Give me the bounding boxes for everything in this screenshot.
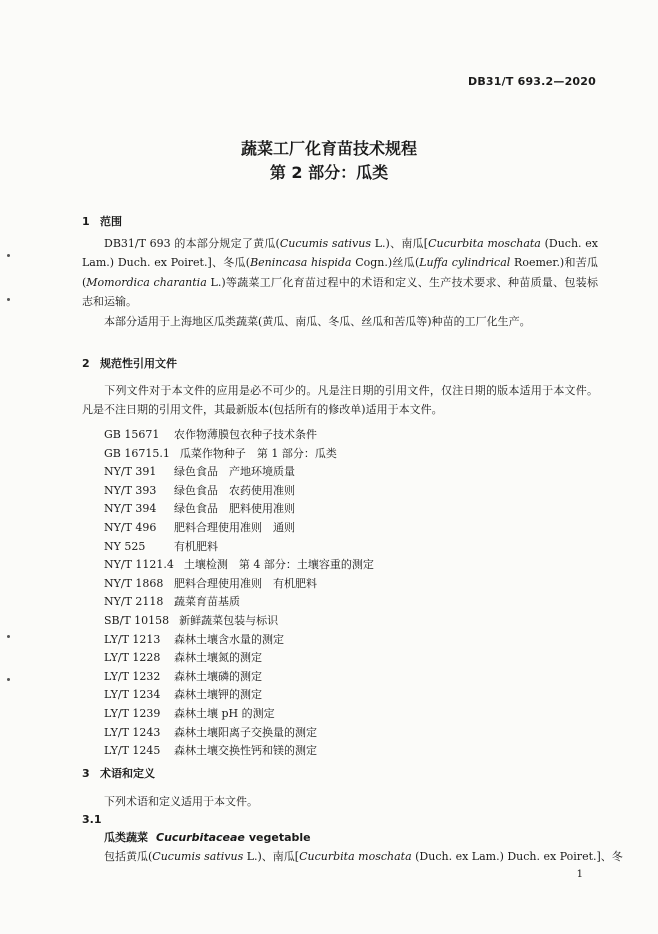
reference-title: 农作物薄膜包衣种子技术条件 bbox=[174, 428, 317, 441]
reference-code: GB 16715.1 bbox=[104, 446, 170, 460]
reference-title: 肥料合理使用准则 通则 bbox=[174, 520, 295, 534]
reference-title: 森林土壤阳离子交换量的测定 bbox=[174, 725, 317, 739]
section-number: 3 bbox=[82, 767, 90, 780]
reference-code: NY/T 393 bbox=[104, 483, 157, 497]
reference-item bbox=[104, 445, 374, 464]
reference-item bbox=[104, 612, 374, 631]
section-number: 2 bbox=[82, 357, 90, 370]
reference-item bbox=[104, 705, 374, 724]
reference-code: LY/T 1243 bbox=[104, 725, 161, 739]
section-heading-terms bbox=[82, 765, 155, 781]
reference-title: 森林土壤含水量的测定 bbox=[174, 632, 284, 646]
reference-title: 绿色食品 农药使用准则 bbox=[174, 483, 295, 497]
scope-text: 本部分适用于上海地区瓜类蔬菜(黄瓜、南瓜、冬瓜、丝瓜和苦瓜等)种苗的工厂化生产。 bbox=[104, 315, 531, 328]
reference-code: LY/T 1228 bbox=[104, 651, 161, 665]
reference-item bbox=[104, 519, 374, 538]
reference-item bbox=[104, 649, 374, 668]
reference-title: 新鲜蔬菜包装与标识 bbox=[179, 613, 279, 627]
reference-title: 绿色食品 肥料使用准则 bbox=[174, 502, 295, 516]
reference-code: LY/T 1239 bbox=[104, 706, 161, 720]
latin-name: Cucurbita moschata bbox=[428, 237, 541, 250]
section-heading-normative bbox=[82, 355, 177, 371]
reference-code: NY/T 2118 bbox=[104, 595, 164, 609]
scan-speck bbox=[7, 678, 10, 681]
term-definition bbox=[104, 848, 623, 864]
reference-item bbox=[104, 575, 374, 594]
reference-title: 土壤检测 第 4 部分：土壤容重的测定 bbox=[183, 558, 374, 572]
scan-speck bbox=[7, 298, 10, 301]
reference-title: 森林土壤磷的测定 bbox=[174, 669, 262, 683]
definition-text: L.)、南瓜[ bbox=[243, 850, 300, 863]
section-number: 1 bbox=[82, 215, 90, 228]
section-title: 规范性引用文件 bbox=[100, 357, 177, 370]
definition-text: (Duch. ex Lam.) Duch. ex Poiret.]、冬 bbox=[411, 850, 623, 863]
definition-text: 包括黄瓜( bbox=[104, 850, 153, 863]
scan-speck bbox=[7, 635, 10, 638]
reference-list bbox=[104, 426, 374, 761]
reference-title: 有机肥料 bbox=[174, 539, 218, 553]
document-subtitle: 第 2 部分：瓜类 bbox=[269, 163, 389, 182]
term-chinese: 瓜类蔬菜 bbox=[104, 831, 148, 844]
reference-item bbox=[104, 742, 374, 761]
normative-intro-text: 下列文件对于本文件的应用是必不可少的。凡是注日期的引用文件，仅注日期的版本适用于本文件。凡是不注日期的引用文件，其最新版本(包括所有的修改单)适用于本文件。 bbox=[82, 384, 598, 417]
reference-title: 森林土壤氮的测定 bbox=[174, 651, 262, 665]
reference-item bbox=[104, 686, 374, 705]
reference-item bbox=[104, 668, 374, 687]
reference-code: NY/T 496 bbox=[104, 520, 157, 534]
reference-title: 森林土壤钾的测定 bbox=[174, 688, 262, 702]
reference-title: 蔬菜育苗基质 bbox=[174, 595, 240, 609]
scope-text: DB31/T 693 的本部分规定了黄瓜( bbox=[104, 237, 280, 250]
scope-text: (Duch. ex Lam.) Duch. ex Poiret.]、冬瓜( bbox=[82, 237, 598, 270]
reference-title: 森林土壤交换性钙和镁的测定 bbox=[174, 744, 317, 758]
scope-text: Cogn.)丝瓜( bbox=[351, 256, 420, 270]
term-english: Cucurbitaceae bbox=[156, 831, 245, 844]
reference-item bbox=[104, 463, 374, 482]
reference-item bbox=[104, 482, 374, 501]
reference-item bbox=[104, 538, 374, 557]
section-heading-scope bbox=[82, 213, 122, 229]
term-heading bbox=[104, 829, 311, 845]
section-title: 范围 bbox=[100, 215, 122, 228]
reference-item bbox=[104, 724, 374, 743]
page-number: 1 bbox=[576, 869, 583, 880]
scope-paragraph-2 bbox=[82, 312, 598, 331]
standard-code: DB31/T 693.2—2020 bbox=[468, 75, 596, 88]
reference-code: NY 525 bbox=[104, 539, 146, 553]
normative-intro bbox=[82, 381, 598, 420]
reference-code: NY/T 1868 bbox=[104, 576, 164, 590]
reference-code: GB 15671 bbox=[104, 428, 160, 441]
reference-title: 肥料合理使用准则 有机肥料 bbox=[174, 576, 317, 590]
reference-title: 森林土壤 pH 的测定 bbox=[174, 706, 275, 720]
reference-code: NY/T 394 bbox=[104, 502, 157, 516]
section-title: 术语和定义 bbox=[100, 767, 155, 780]
latin-name: Luffa cylindrical bbox=[419, 256, 511, 270]
term-english-suffix: vegetable bbox=[248, 831, 311, 844]
reference-item bbox=[104, 426, 374, 445]
scope-text: Roemer.)和苦瓜( bbox=[82, 256, 598, 289]
reference-item bbox=[104, 631, 374, 650]
reference-code: LY/T 1234 bbox=[104, 688, 161, 702]
latin-name: Benincasa hispida bbox=[250, 256, 352, 270]
reference-code: SB/T 10158 bbox=[104, 613, 170, 627]
latin-name: Momordica charantia bbox=[86, 275, 207, 289]
reference-title: 瓜菜作物种子 第 1 部分：瓜类 bbox=[179, 446, 337, 460]
reference-code: NY/T 1121.4 bbox=[104, 558, 174, 572]
latin-name: Cucumis sativus bbox=[279, 237, 372, 250]
scope-paragraph-1 bbox=[82, 234, 598, 312]
terms-intro-text: 下列术语和定义适用于本文件。 bbox=[104, 795, 258, 808]
reference-item bbox=[104, 500, 374, 519]
terms-intro bbox=[82, 792, 598, 811]
scan-speck bbox=[7, 254, 10, 257]
reference-title: 绿色食品 产地环境质量 bbox=[174, 465, 295, 479]
scope-text: L.)等蔬菜工厂化育苗过程中的术语和定义、生产技术要求、种苗质量、包装标志和运输。 bbox=[82, 275, 598, 309]
reference-code: NY/T 391 bbox=[104, 465, 157, 479]
reference-item bbox=[104, 556, 374, 575]
latin-name: Cucurbita moschata bbox=[299, 850, 412, 863]
reference-code: LY/T 1213 bbox=[104, 632, 161, 646]
reference-code: LY/T 1245 bbox=[104, 744, 161, 758]
reference-item bbox=[104, 593, 374, 612]
latin-name: Cucumis sativus bbox=[152, 850, 244, 863]
term-number: 3.1 bbox=[82, 813, 102, 826]
document-title: 蔬菜工厂化育苗技术规程 bbox=[240, 139, 417, 158]
reference-code: LY/T 1232 bbox=[104, 669, 161, 683]
scope-text: L.)、南瓜[ bbox=[371, 237, 429, 250]
